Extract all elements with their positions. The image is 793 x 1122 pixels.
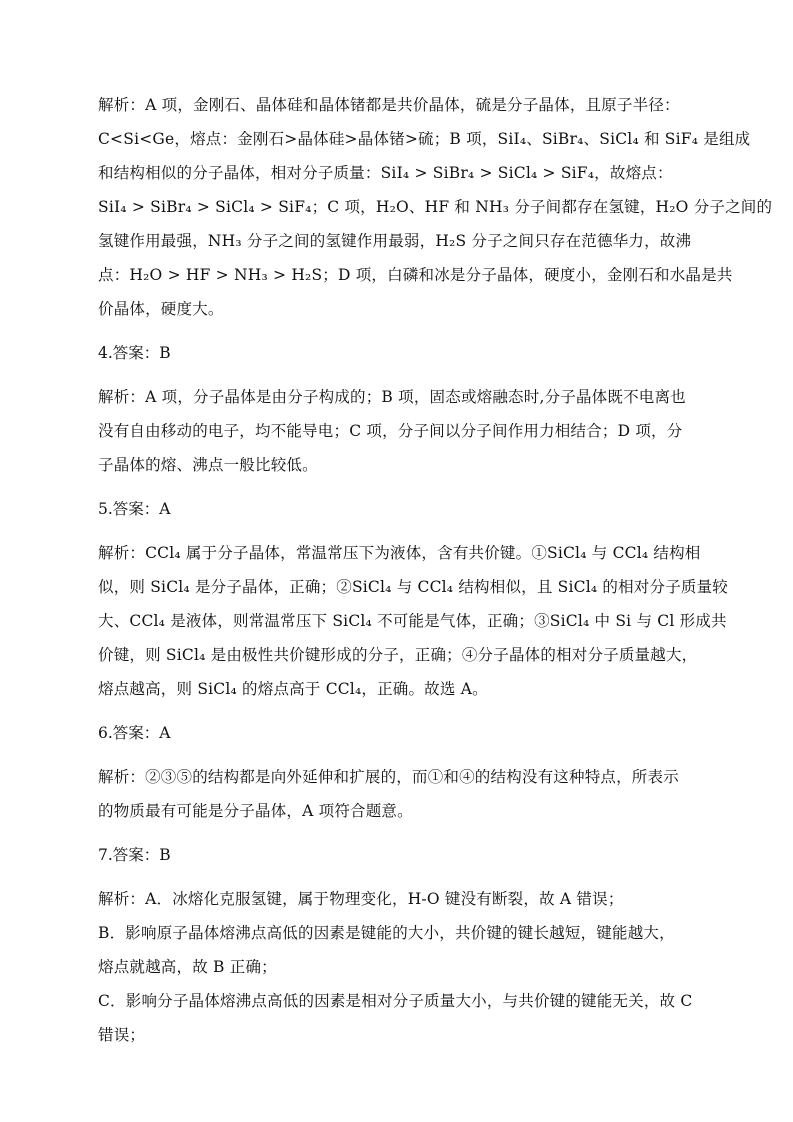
q5-answer: 5.答案：A <box>98 500 171 518</box>
q6-answer: 6.答案：A <box>98 724 171 742</box>
text-line: 解析：A．冰熔化克服氢键，属于物理变化，H-O 键没有断裂，故 A 错误； <box>98 890 624 908</box>
text-line: 解析：CCl₄ 属于分子晶体，常温常压下为液体，含有共价键。①SiCl₄ 与 CCl₄ 结构相 <box>98 544 701 562</box>
text-line: 的物质最有可能是分子晶体，A 项符合题意。 <box>98 802 413 820</box>
text-line: 价键，则 SiCl₄ 是由极性共价键形成的分子，正确；④分子晶体的相对分子质量越大， <box>98 646 698 664</box>
q7-answer: 7.答案：B <box>98 846 171 864</box>
text-line: 没有自由移动的电子，均不能导电；C 项，分子间以分子间作用力相结合；D 项，分 <box>98 422 683 440</box>
text-line: 点：H₂O > HF > NH₃ > H₂S；D 项，白磷和冰是分子晶体，硬度小，金刚石和水晶是共 <box>98 266 733 284</box>
text-line: 似，则 SiCl₄ 是分子晶体，正确；②SiCl₄ 与 CCl₄ 结构相似，且 SiCl₄ 的相对分子质量较 <box>98 578 728 596</box>
text-line: 错误； <box>98 1026 146 1044</box>
q3-analysis <box>98 88 773 326</box>
text-line: 解析：A 项，金刚石、晶体硅和晶体锗都是共价晶体，硫是分子晶体，且原子半径： <box>98 96 680 114</box>
q6-analysis <box>98 760 698 828</box>
text-line: SiI₄ > SiBr₄ > SiCl₄ > SiF₄；C 项，H₂O、HF 和 NH₃ 分子间都存在氢键，H₂O 分子之间的 <box>98 198 773 216</box>
text-line: 熔点越高，则 SiCl₄ 的熔点高于 CCl₄，正确。故选 A。 <box>98 680 488 698</box>
document-page <box>98 88 773 1052</box>
text-line: 解析：A 项，分子晶体是由分子构成的；B 项，固态或熔融态时,分子晶体既不电离也 <box>98 388 686 406</box>
text-line: 熔点就越高，故 B 正确； <box>98 958 277 976</box>
text-line: 子晶体的熔、沸点一般比较低。 <box>98 456 318 474</box>
q5-analysis <box>98 536 728 706</box>
q7-analysis <box>98 882 698 1052</box>
text-line: C．影响分子晶体熔沸点高低的因素是相对分子质量大小，与共价键的键能无关，故 C <box>98 992 693 1010</box>
text-line: 和结构相似的分子晶体，相对分子质量：SiI₄ > SiBr₄ > SiCl₄ > SiF₄，故熔点： <box>98 164 673 182</box>
text-line: C<Si<Ge，熔点：金刚石>晶体硅>晶体锗>硫；B 项，SiI₄、SiBr₄、SiCl₄ 和 SiF₄ 是组成 <box>98 130 751 148</box>
text-line: 大、CCl₄ 是液体，则常温常压下 SiCl₄ 不可能是气体，正确；③SiCl₄ 中 Si 与 Cl 形成共 <box>98 612 727 630</box>
q4-analysis <box>98 380 698 482</box>
text-line: 价晶体，硬度大。 <box>98 300 224 318</box>
text-line: B．影响原子晶体熔沸点高低的因素是键能的大小，共价键的键长越短，键能越大， <box>98 924 675 942</box>
q4-answer: 4.答案：B <box>98 344 171 362</box>
text-line: 氢键作用最强，NH₃ 分子之间的氢键作用最弱，H₂S 分子之间只存在范德华力，故沸 <box>98 232 692 250</box>
text-line: 解析：②③⑤的结构都是向外延伸和扩展的，而①和④的结构没有这种特点，所表示 <box>98 768 679 786</box>
